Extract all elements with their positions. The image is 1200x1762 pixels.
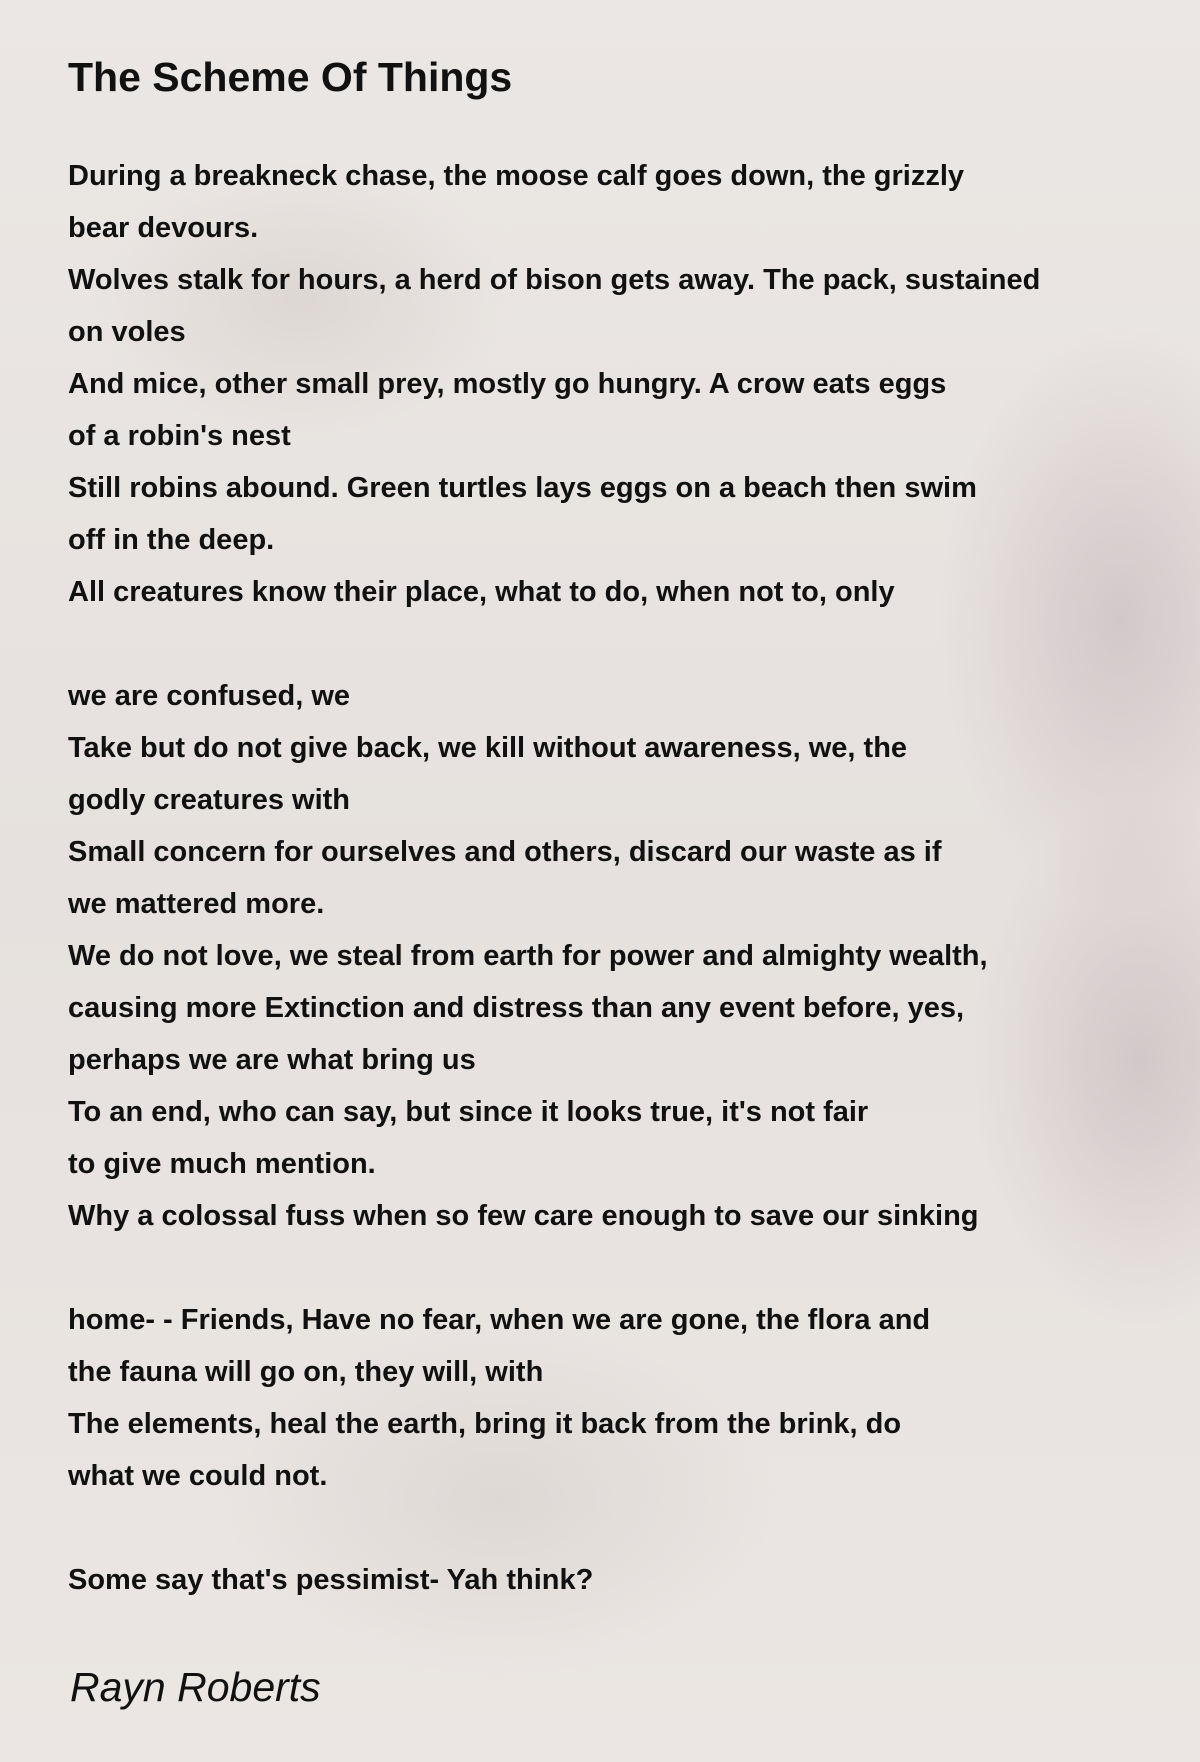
poem-line: to give much mention.: [68, 1148, 376, 1180]
poem-line: We do not love, we steal from earth for power and almighty wealth,: [68, 940, 988, 972]
poem-line: Why a colossal fuss when so few care enough to save our sinking: [68, 1200, 979, 1232]
stanza-break: [68, 618, 1178, 670]
poem-line: Take but do not give back, we kill without awareness, we, the: [68, 732, 908, 764]
poem-line: All creatures know their place, what to do, when not to, only: [68, 576, 895, 608]
poem-line: The elements, heal the earth, bring it back from the brink, do: [68, 1408, 902, 1440]
poem-line: causing more Extinction and distress than any event before, yes,: [68, 992, 965, 1024]
poem-body: [68, 150, 1178, 1606]
poem-line: bear devours.: [68, 212, 259, 244]
poem-line: Still robins abound. Green turtles lays eggs on a beach then swim: [68, 472, 977, 504]
poem-author: Rayn Roberts: [70, 1664, 321, 1710]
poem-line: And mice, other small prey, mostly go hungry. A crow eats eggs: [68, 368, 947, 400]
poem-line: the fauna will go on, they will, with: [68, 1356, 544, 1388]
poem-line: what we could not.: [68, 1460, 328, 1492]
stanza-break: [68, 1502, 1178, 1554]
poem-line: we mattered more.: [68, 888, 325, 920]
poem-line: godly creatures with: [68, 784, 351, 816]
poem-line: Some say that's pessimist- Yah think?: [68, 1564, 594, 1596]
poem-line: Small concern for ourselves and others, discard our waste as if: [68, 836, 942, 868]
poem-line: To an end, who can say, but since it looks true, it's not fair: [68, 1096, 869, 1128]
poem-line: Wolves stalk for hours, a herd of bison gets away. The pack, sustained: [68, 264, 1041, 296]
poem-line: home- - Friends, Have no fear, when we are gone, the flora and: [68, 1304, 931, 1336]
stanza-break: [68, 1242, 1178, 1294]
poem-line: of a robin's nest: [68, 420, 291, 452]
poem-title: The Scheme Of Things: [68, 54, 513, 100]
poem-line: we are confused, we: [68, 680, 351, 712]
poem-line: perhaps we are what bring us: [68, 1044, 476, 1076]
poem-line: on voles: [68, 316, 186, 348]
poem-line: off in the deep.: [68, 524, 275, 556]
poem-line: During a breakneck chase, the moose calf goes down, the grizzly: [68, 160, 965, 192]
